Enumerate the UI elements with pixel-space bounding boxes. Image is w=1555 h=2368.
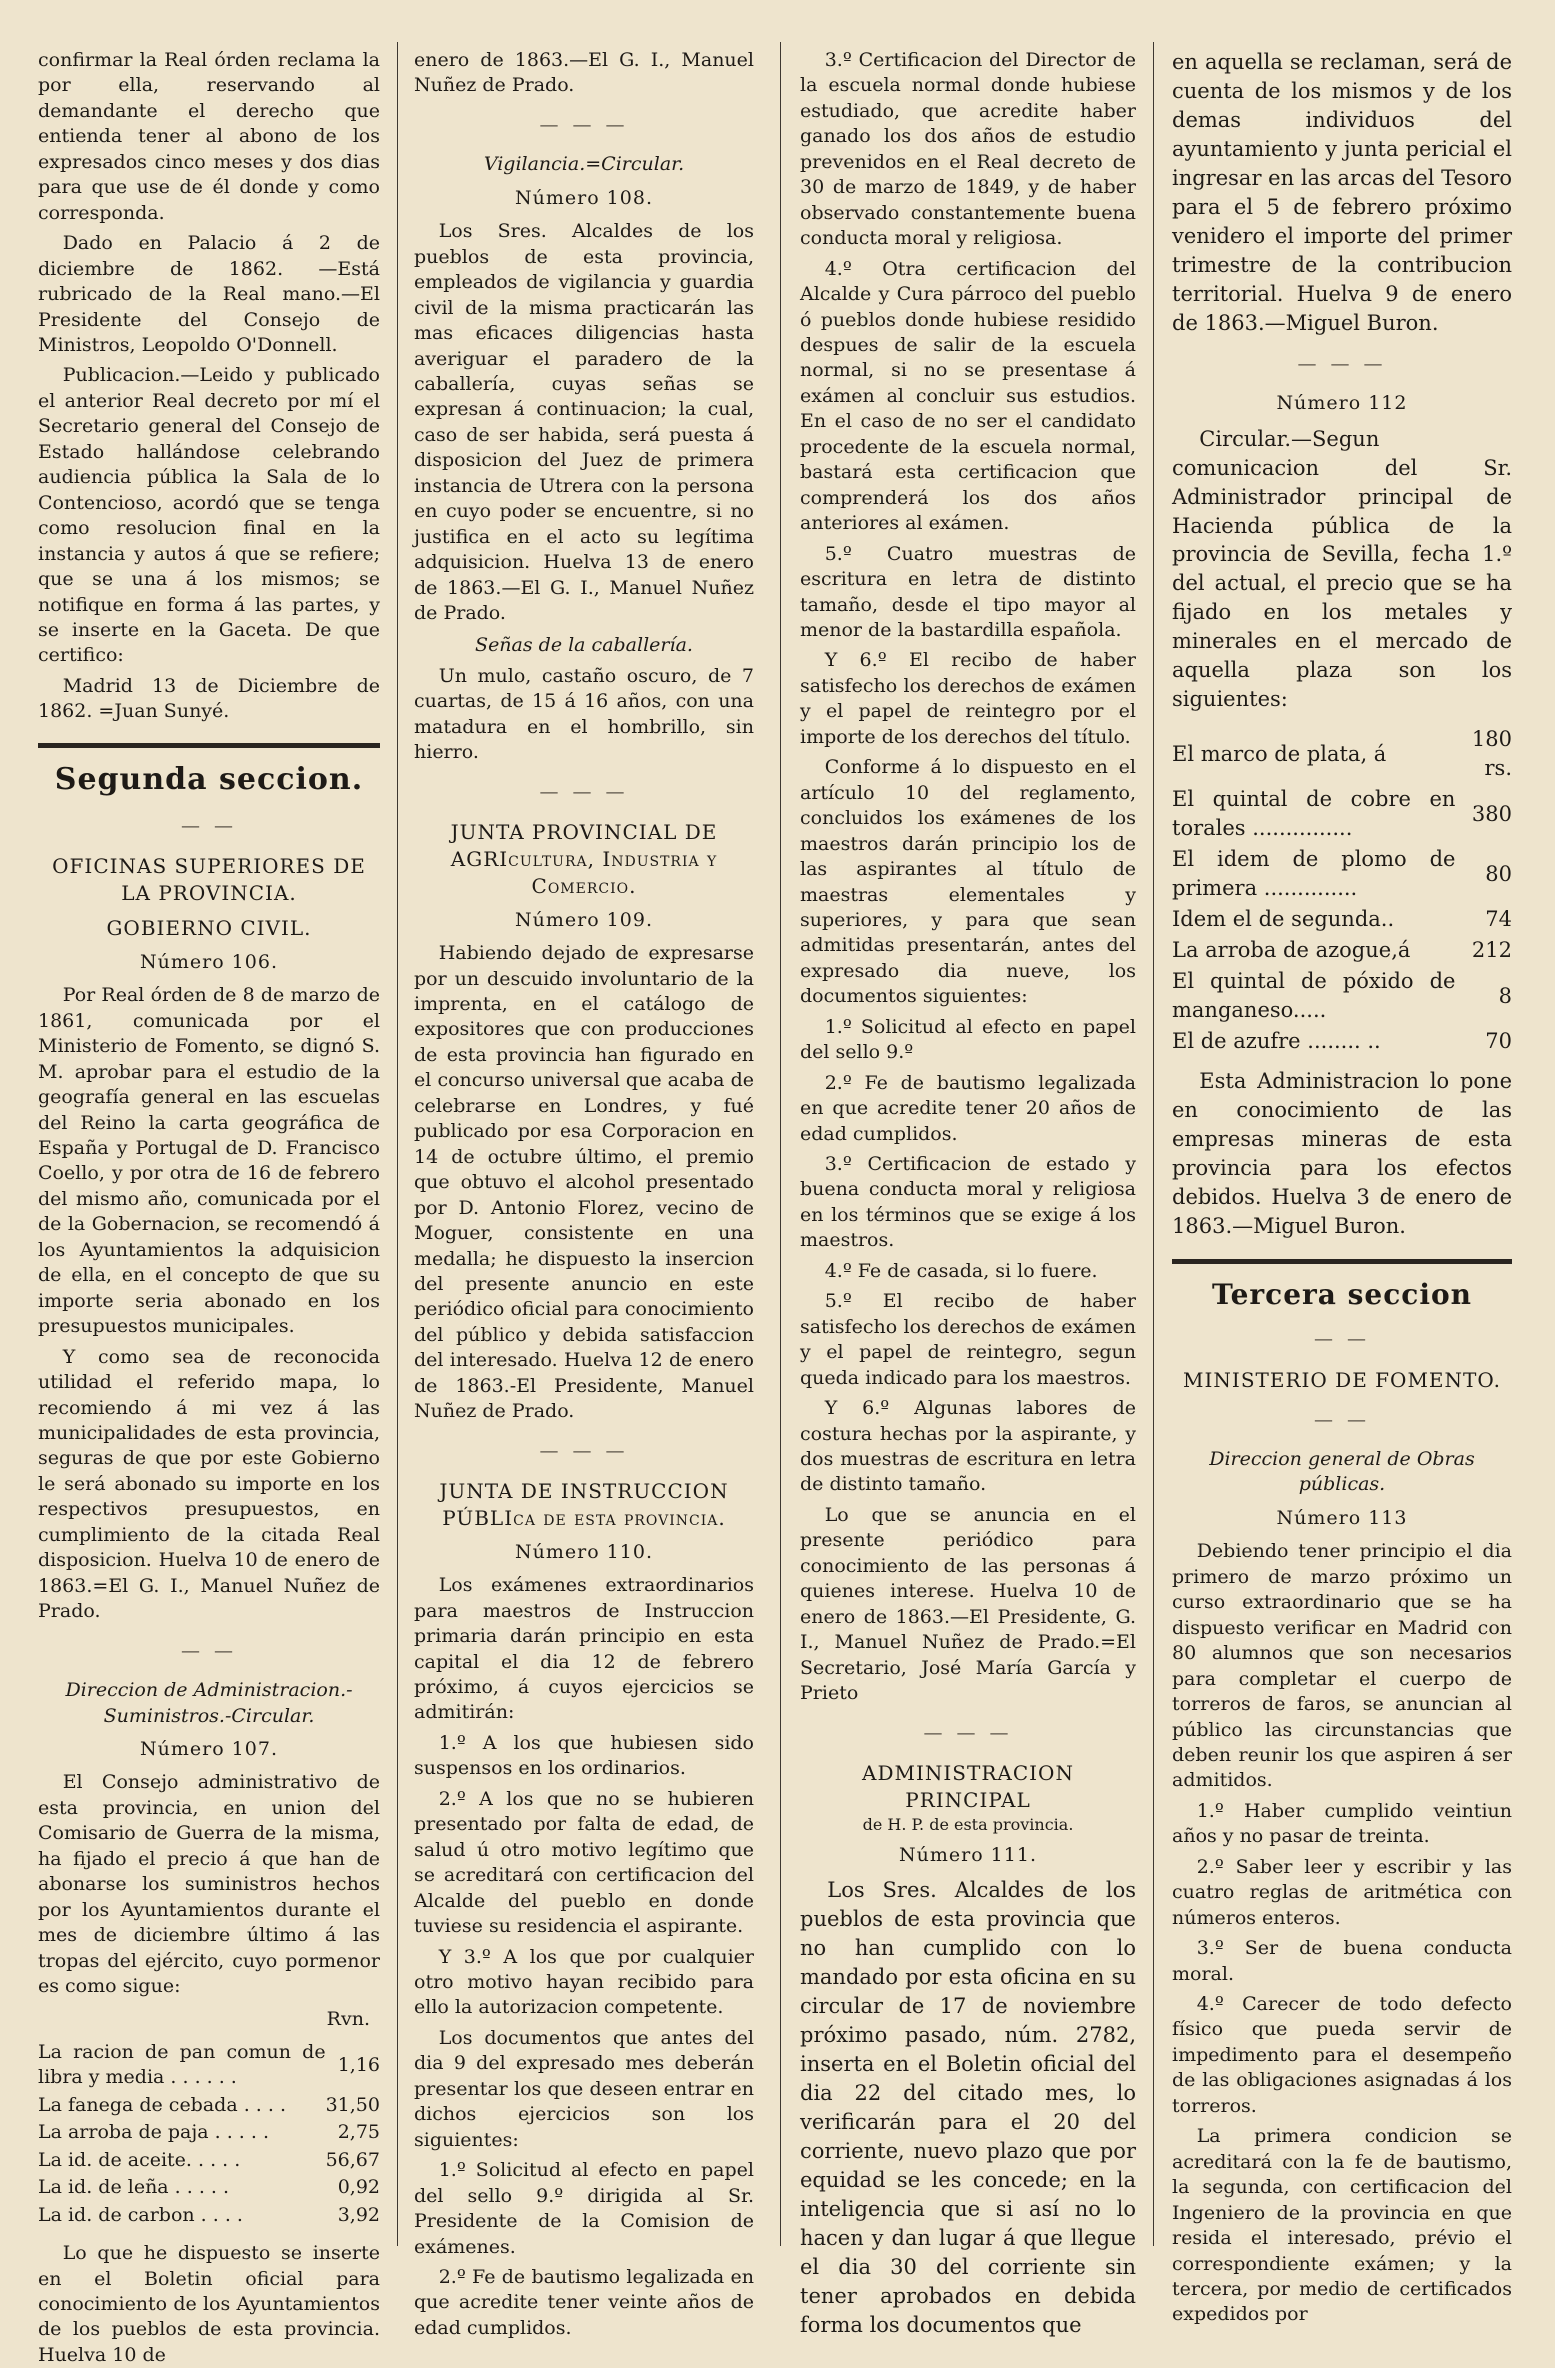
row-label: La arroba de azogue,á: [1172, 938, 1411, 963]
paragraph: 4.º Carecer de todo defecto físico que pueda servir de impedimento para el desempeño de las obligaciones asignadas á los torreros.: [1172, 1993, 1512, 2117]
table-row: [38, 2174, 380, 2201]
heading: Vigilancia.=Circular.: [483, 153, 685, 176]
separator: — — —: [539, 780, 629, 803]
paragraph: Publicacion.—Leido y publicado el anterior Real decreto por mí el Secretario general del Consejo de Estado hallándose celebrando audiencia pública la Sala de lo Contencioso, acordó que se tenga como resolucion final en la instancia y autos á que se refiere; que se una á los mismos; se notifique en forma á las partes, y se inserte en la Gaceta. De que certifico:: [38, 364, 380, 667]
table-row: [1172, 904, 1512, 935]
paragraph: Lo que he dispuesto se inserte en el Boletin oficial para conocimiento de los Ayuntamientos de los pueblos de esta provincia. Huelva 10 de: [38, 2242, 380, 2366]
table-row: [1172, 935, 1512, 966]
separator: — —: [1313, 1328, 1371, 1351]
column-divider: [780, 42, 781, 2246]
price-table: [38, 2039, 380, 2229]
separator: — — —: [539, 113, 629, 136]
paragraph: La primera condicion se acreditará con la fe de bautismo, la segunda, con certificacion del Ingeniero de la provincia en que resida el interesado, prévio el correspondiente exámen; y la tercera, por medio de certificados expedidos por: [1172, 2125, 1512, 2326]
heading: ADMINISTRACION PRINCIPAL: [862, 1761, 1074, 1812]
paragraph: Y 3.º A los que por cualquier otro motivo hayan recibido para ello la autorizacion competente.: [414, 1945, 754, 2019]
row-value: 8: [1498, 983, 1512, 1008]
column-2: [414, 48, 754, 2339]
paragraph: Y como sea de reconocida utilidad el referido mapa, lo recomiendo á mi vez á las municipalidades de esta provincia, seguras de que por este Gobierno le será abonado su importe en los respectivos presupuestos, en cumplimiento de la citada Real disposicion. Huelva 10 de enero de 1863.=El G. I., Manuel Nuñez de Prado.: [38, 1345, 380, 1623]
table-row: [1172, 724, 1512, 784]
column-divider: [397, 42, 398, 2246]
heading: MINISTERIO DE FOMENTO.: [1183, 1367, 1501, 1392]
row-value: 1,16: [337, 2053, 380, 2076]
paragraph: Circular.—Segun comunicacion del Sr. Administrador principal de Hacienda pública de la provincia de Sevilla, fecha 1.º del actual, el precio que se ha fijado en los metales y minerales en el mercado de aquella plaza son los siguientes:: [1172, 426, 1512, 712]
paragraph: 2.º A los que no se hubieren presentado por falta de edad, de salud ú otro motivo legítimo que se acreditará con certificacion del Alcalde del pueblo en donde tuviese su residencia el aspirante.: [414, 1787, 754, 1938]
paragraph: Dado en Palacio á 2 de diciembre de 1862. —Está rubricado de la Real mano.—El Presidente del Consejo de Ministros, Leopoldo O'Donnell.: [38, 232, 380, 356]
paragraph: 2.º Fe de bautismo legalizada en que acredite tener veinte años de edad cumplidos.: [414, 2265, 754, 2339]
heading: JUNTA DE INSTRUCCION PÚBLIca de esta provincia.: [439, 1479, 729, 1530]
row-label: La fanega de cebada . . . .: [38, 2093, 286, 2116]
row-label: El marco de plata, á: [1172, 741, 1387, 766]
notice-number: Número 111.: [899, 1844, 1037, 1867]
row-value: 74: [1485, 907, 1512, 932]
row-label: La id. de carbon . . . .: [38, 2203, 243, 2226]
column-3: [800, 48, 1136, 2338]
paragraph: 2.º Fe de bautismo legalizada en que acredite tener 20 años de edad cumplidos.: [800, 1071, 1136, 1145]
paragraph: 1.º Solicitud al efecto en papel del sello 9.º: [800, 1015, 1136, 1064]
paragraph: Conforme á lo dispuesto en el artículo 10 del reglamento, concluidos los exámenes de los maestros darán principio los de las aspirantes al título de maestras elementales y superiores, y para que sean admitidas presentarán, antes del expresado dia nueve, los documentos siguientes:: [800, 756, 1136, 1008]
metal-price-table: [1172, 724, 1512, 1057]
column-divider: [1153, 42, 1154, 2246]
paragraph: 1.º Haber cumplido veintiun años y no pasar de treinta.: [1172, 1799, 1512, 1848]
row-label: El quintal de cobre en torales ...............: [1172, 787, 1456, 841]
paragraph: 5.º El recibo de haber satisfecho los derechos de exámen y el papel de reintegro, segun queda indicado para los maestros.: [800, 1290, 1136, 1389]
paragraph: 3.º Certificacion del Director de la escuela normal donde hubiese estudiado, que acredite haber ganado los dos años de estudio prevenidos en el Real decreto de 30 de marzo de 1849, y de haber observado constantemente buena conducta moral y religiosa.: [800, 49, 1136, 250]
paragraph: 5.º Cuatro muestras de escritura en letra de distinto tamaño, desde el tipo mayor al menor de la bastardilla española.: [800, 542, 1136, 641]
table-row: [1172, 966, 1512, 1026]
table-row: [38, 2039, 380, 2092]
paragraph: Lo que se anuncia en el presente periódico para conocimiento de las personas á quienes interese. Huelva 10 de enero de 1863.—El Presidente, G. I., Manuel Nuñez de Prado.=El Secretario, José María García y Prieto: [800, 1503, 1136, 1705]
signature-line: Madrid 13 de Diciembre de 1862. =Juan Sunyé.: [38, 674, 380, 723]
table-row: [1172, 784, 1512, 844]
paragraph: Los documentos que antes del dia 9 del expresado mes deberán presentar los que deseen entrar en dichos ejercicios son los siguientes:: [414, 2026, 754, 2151]
subheading: de H. P. de esta provincia.: [862, 1814, 1074, 1834]
row-value: 380: [1471, 801, 1512, 826]
paragraph: 4.º Fe de casada, si lo fuere.: [824, 1259, 1098, 1282]
row-value: 3,92: [337, 2203, 380, 2226]
section-title: Tercera seccion: [1211, 1277, 1473, 1311]
section-rule: [1172, 1259, 1512, 1264]
paragraph: 4.º Otra certificacion del Alcalde y Cura párroco del pueblo ó pueblos donde hubiese residido despues de salir de la escuela normal, si no se presentase á exámen al concluir sus estudios. En el caso de no ser el candidato procedente de la escuela normal, bastará esta certificacion que comprenderá los dos años anteriores al exámen.: [800, 257, 1136, 535]
row-label: La id. de aceite. . . . .: [38, 2148, 241, 2171]
notice-number: Número 112: [1276, 392, 1408, 415]
notice-number: Número 106.: [140, 950, 278, 973]
heading: Direccion general de Obras públicas.: [1209, 1447, 1475, 1496]
heading: JUNTA PROVINCIAL DE AGRIcultura, Industria y Comercio.: [450, 820, 718, 898]
heading: Señas de la caballería.: [475, 633, 693, 656]
paragraph: 3.º Ser de buena conducta moral.: [1172, 1937, 1512, 1985]
paragraph: Los Sres. Alcaldes de los pueblos de esta provincia que no han cumplido con lo mandado por esta oficina en su circular de 17 de noviembre próximo pasado, núm. 2782, inserta en el Boletin oficial del dia 22 del citado mes, lo verificarán para el 20 del corriente, nuevo plazo que por equidad se les concede; en la inteligencia que si así no lo hacen y dan lugar á que llegue el dia 30 del corriente sin tener aprobados en debida forma los documentos que: [800, 1878, 1136, 2338]
row-label: El idem de plomo de primera ..............: [1172, 847, 1456, 901]
table-row: [38, 2147, 380, 2174]
row-label: La arroba de paja . . . . .: [38, 2121, 269, 2144]
paragraph: confirmar la Real órden reclama la por ella, reservando al demandante el derecho que entienda tener al abono de los expresados cinco meses y dos dias para que use de él donde y como corresponda.: [38, 49, 380, 224]
paragraph: enero de 1863.—El G. I., Manuel Nuñez de Prado.: [414, 49, 754, 97]
currency-label: Rvn.: [326, 2008, 370, 2031]
column-4: [1172, 48, 1512, 2326]
separator: — —: [180, 814, 238, 837]
paragraph: Los Sres. Alcaldes de los pueblos de esta provincia, empleados de vigilancia y guardia civil de la misma practicarán las mas eficaces diligencias hasta averiguar el paradero de la caballería, cuyas señas se expresan á continuacion; la cual, caso de ser habida, será puesta á disposicion del Juez de primera instancia de Utrera con la persona en cuyo poder se encuentre, si no justifica en el acto su legítima adquisicion. Huelva 13 de enero de 1863.—El G. I., Manuel Nuñez de Prado.: [414, 220, 754, 625]
paragraph: Un mulo, castaño oscuro, de 7 cuartas, de 15 á 16 años, con una matadura en el hombrillo, sin hierro.: [414, 664, 754, 764]
paragraph: 3.º Certificacion de estado y buena conducta moral y religiosa en los términos que se exige á los maestros.: [800, 1153, 1136, 1252]
notice-number: Número 107.: [140, 1737, 278, 1760]
separator: — —: [180, 1639, 238, 1662]
notice-number: Número 108.: [515, 186, 653, 209]
row-value: 180 rs.: [1471, 727, 1512, 781]
heading: Direccion de Administracion.-Suministros.-Circular.: [65, 1679, 353, 1727]
row-value: 70: [1485, 1028, 1512, 1053]
section-title: Segunda seccion.: [54, 761, 364, 797]
separator: — — —: [923, 1721, 1013, 1744]
paragraph: 1.º Solicitud al efecto en papel del sello 9.º dirigida al Sr. Presidente de la Comision de exámenes.: [414, 2159, 754, 2258]
column-1: [38, 48, 380, 2366]
section-rule: [38, 743, 380, 748]
separator: — —: [1313, 1408, 1371, 1431]
table-row: [38, 2119, 380, 2146]
paragraph: El Consejo administrativo de esta provincia, en union del Comisario de Guerra de la misma, ha fijado el precio á que han de abonarse los suministros hechos por los Ayuntamientos durante el mes de diciembre último á las tropas del ejército, cuyo pormenor es como sigue:: [38, 1771, 380, 1998]
separator: — — —: [1297, 352, 1387, 375]
row-label: Idem el de segunda..: [1172, 907, 1395, 932]
paragraph: Esta Administracion lo pone en conocimiento de las empresas mineras de esta provincia para los efectos debidos. Huelva 3 de enero de 1863.—Miguel Buron.: [1172, 1068, 1512, 1238]
paragraph: Y 6.º Algunas labores de costura hechas por la aspirante, y dos muestras de escritura en letra de distinto tamaño.: [800, 1397, 1136, 1496]
row-value: 212: [1471, 938, 1512, 963]
row-value: 2,75: [337, 2121, 380, 2144]
paragraph: en aquella se reclaman, será de cuenta de los mismos y de los demas individuos del ayuntamiento y junta pericial el ingresar en las arcas del Tesoro para el 5 de febrero próximo venidero el importe del primer trimestre de la contribucion territorial. Huelva 9 de enero de 1863.—Miguel Buron.: [1172, 50, 1512, 335]
table-row: [38, 2202, 380, 2229]
paragraph: Habiendo dejado de expresarse por un descuido involuntario de la imprenta, en el catálogo de expositores que con producciones de esta provincia han figurado en el concurso universal que acaba de celebrarse en Londres, y fué publicado por esa Corporacion en 14 de octubre último, el premio que obtuvo el alcohol presentado por D. Antonio Florez, vecino de Moguer, consistente en una medalla; he dispuesto la insercion del presente anuncio en este periódico oficial para conocimiento del público y debida satisfaccion del interesado. Huelva 12 de enero de 1863.-El Presidente, Manuel Nuñez de Prado.: [414, 942, 754, 1423]
paragraph: 2.º Saber leer y escribir y las cuatro reglas de aritmética con números enteros.: [1172, 1855, 1512, 1929]
table-row: [38, 2092, 380, 2119]
notice-number: Número 113: [1276, 1506, 1408, 1529]
table-row: [1172, 844, 1512, 904]
heading: GOBIERNO CIVIL.: [106, 916, 312, 941]
row-value: 0,92: [337, 2176, 380, 2199]
paragraph: Los exámenes extraordinarios para maestros de Instruccion primaria darán principio en esta capital el dia 12 de febrero próximo, á cuyos ejercicios se admitirán:: [414, 1574, 754, 1724]
table-row: [1172, 1026, 1512, 1057]
heading: OFICINAS SUPERIORES DE LA PROVINCIA.: [52, 854, 366, 906]
row-label: La id. de leña . . . . .: [38, 2176, 230, 2199]
row-label: La racion de pan comun de libra y media . . . . . .: [38, 2040, 326, 2089]
notice-number: Número 110.: [515, 1540, 653, 1563]
row-value: 56,67: [325, 2148, 380, 2171]
row-label: El quintal de póxido de manganeso.....: [1172, 969, 1456, 1022]
row-value: 80: [1485, 861, 1512, 886]
paragraph: Por Real órden de 8 de marzo de 1861, comunicada por el Ministerio de Fomento, se dignó S. M. aprobar para el estudio de la geografía general en las escuelas del Reino la carta geográfica de España y Portugal de D. Francisco Coello, y por otra de 16 de febrero del mismo año, comunicada por el de la Gobernacion, se recomendó á los Ayuntamientos la adquisicion de ella, en el concepto de que su importe seria abonado en los presupuestos municipales.: [38, 984, 380, 1338]
paragraph: Debiendo tener principio el dia primero de marzo próximo un curso extraordinario que se ha dispuesto verificar en Madrid con 80 alumnos que son necesarios para completar el cuerpo de torreros de faros, se anuncian al público las circunstancias que deben reunir los que aspiren á ser admitidos.: [1172, 1540, 1512, 1792]
notice-number: Número 109.: [515, 908, 653, 931]
paragraph: 1.º A los que hubiesen sido suspensos en los ordinarios.: [414, 1731, 754, 1780]
separator: — — —: [539, 1439, 629, 1462]
paragraph: Y 6.º El recibo de haber satisfecho los derechos de exámen y el papel de reintegro por el importe de los derechos del título.: [800, 649, 1136, 748]
row-label: El de azufre ........ ..: [1172, 1028, 1381, 1053]
row-value: 31,50: [325, 2093, 380, 2116]
